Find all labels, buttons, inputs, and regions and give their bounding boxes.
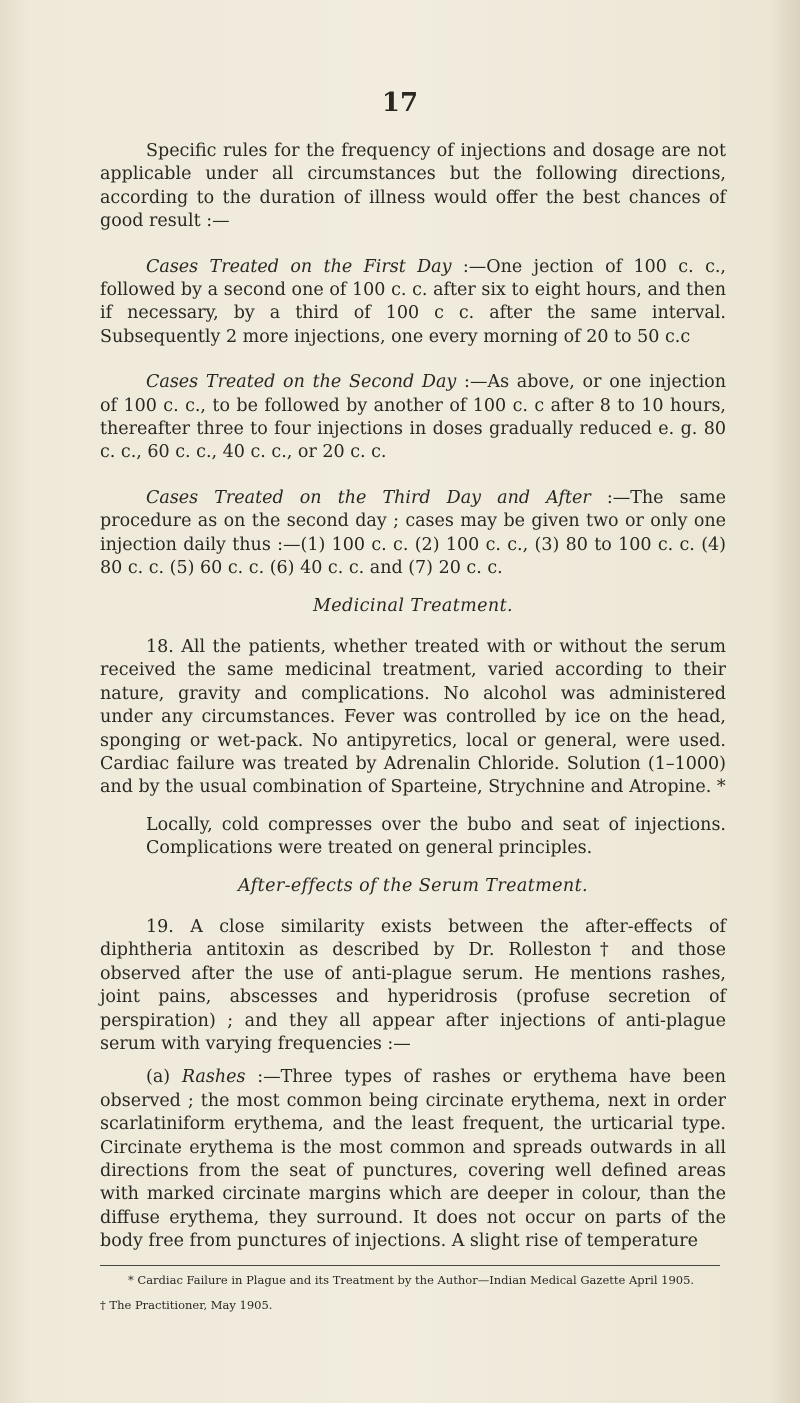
rashes-text: :—Three types of rashes or erythema have been observed ; the most common being circinate erythema, next in order scarlatiniform erythema, and the least frequent, the urticarial type. Circinate erythema is the most common and spreads outwards in all directions from the seat of punctures, covering well defined areas with marked circinate margins which are deeper in colour, than the diffuse erythema, they surround. It does not occur on parts of the body free from punctures of injections. A slight rise of temperature [100,1067,727,1252]
intro-paragraph: Specific rules for the frequency of injections and dosage are not applicable under all circumstances but the following directions, according to the duration of illness would offer the best chances of good result :— [100,141,726,232]
case-first-day-text: :—One jection of 100 c. c., followed by a second one of 100 c. c. after six to eight hours, and then if necessary, by a third of 100 c c. after the same interval. Subsequently 2 more injections, one every morning of 20 to 50 c.c [100,256,726,347]
page-number: 17 [381,88,419,118]
footnote-2: † The Practitioner, May 1905. [100,1298,273,1312]
paragraph-19: 19. A close similarity exists between the after-effects of diphtheria antitoxin as described by Dr. Rolleston† and those observed after the use of anti-plague serum. He mentions rashes, joint pains, abscesses and hyperidrosis (profuse secretion of perspiration) ; and they all appear after injections of anti-plague serum with varying frequencies :— [100,916,726,1054]
case-second-day-text: :—As above, or one injection of 100 c. c., to be followed by another of 100 c. c after 8 to 10 hours, thereafter three to four injections in doses gradually reduced e. g. 80 c. c., 60 c. c., 40 c. c., or 20 c. c. [100,372,726,463]
section-heading-medicinal: Medicinal Treatment. [312,595,513,616]
locally-paragraph: Locally, cold compresses over the bubo and seat of injections. Complications were treated on general principles. [146,814,726,859]
rashes-paragraph [100,1066,726,1253]
case-first-day-paragraph [100,256,726,350]
case-second-day-paragraph [100,371,726,465]
footnotes [100,1272,726,1322]
case-first-day-heading: Cases Treated on the First Day [146,256,452,277]
paragraph-18: 18. All the patients, whether treated with or without the serum received the same medicinal treatment, varied according to their nature, gravity and complications. No alcohol was administered under any circumstances. Fever was controlled by ice on the head, sponging or wet-pack. No antipyretics, local or general, were used. Cardiac failure was treated by Adrenalin Chloride. Solution (1–1000) and by the usual combination of Sparteine, Strychnine and Atropine. * [100,636,726,798]
section-heading-after-effects: After-effects of the Serum Treatment. [238,875,588,896]
footnote-divider [100,1265,720,1266]
rashes-label: (a) [146,1067,182,1088]
case-third-day-heading: Cases Treated on the Third Day and After [146,487,591,508]
rashes-heading: Rashes [181,1067,246,1088]
main-text [100,140,726,1276]
footnote-1: * Cardiac Failure in Plague and its Treatment by the Author—Indian Medical Gazette April 1905. [128,1273,695,1287]
case-third-day-text: :—The same procedure as on the second day ; cases may be given two or only one injection daily thus :—(1) 100 c. c. (2) 100 c. c., (3) 80 to 100 c. c. (4) 80 c. c. (5) 60 c. c. (6) 40 c. c. and (7) 20 c. c. [100,487,726,579]
case-third-day-paragraph [100,487,726,581]
case-second-day-heading: Cases Treated on the Second Day [146,372,457,393]
